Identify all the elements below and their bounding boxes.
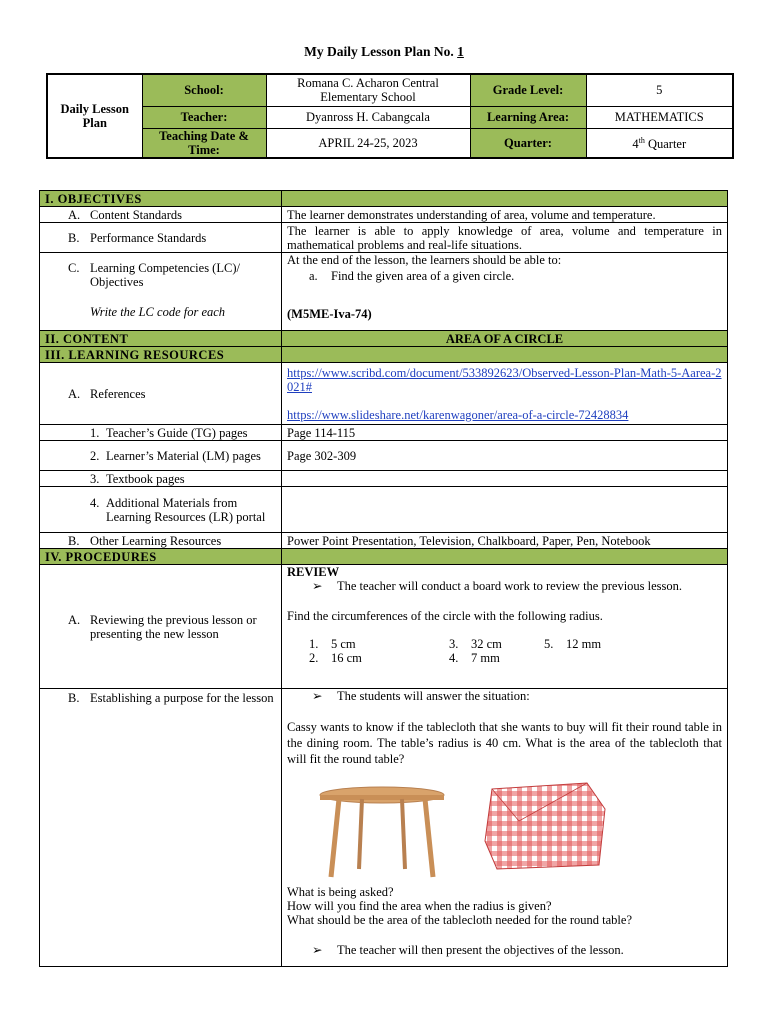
quarter-value: 4th Quarter	[586, 128, 733, 158]
content-standards-label: A. Content Standards	[40, 207, 282, 223]
lesson-plan-table	[39, 190, 728, 967]
objectives-heading-blank	[282, 191, 728, 207]
establishing-purpose-label: B. Establishing a purpose for the lesson	[40, 689, 282, 967]
question-3: What should be the area of the tablecloth needed for the round table?	[287, 913, 632, 927]
illustrations	[287, 781, 722, 881]
lm-pages-label: 2. Learner’s Material (LM) pages	[40, 441, 282, 471]
reference-link-scribd[interactable]: https://www.scribd.com/document/533892623/Observed-Lesson-Plan-Math-5-Aarea-2021#	[287, 365, 722, 394]
question-1: What is being asked?	[287, 885, 394, 899]
quarter-label: Quarter:	[470, 128, 586, 158]
date-value: APRIL 24-25, 2023	[266, 128, 470, 158]
arrow-bullet-icon: ➢	[312, 689, 323, 703]
other-resources-label: B. Other Learning Resources	[40, 533, 282, 549]
review-content: REVIEW ➢ The teacher will conduct a board work to review the previous lesson. Find the circumferences of the circle with the following radius. 1. 5 cm 3. 32 cm 5. 12 mm 2. 16 cm 4. 7 mm	[282, 565, 728, 689]
lc-code-note: Write the LC code for each	[90, 305, 226, 319]
additional-materials-label: 4. Additional Materials from Learning Resources (LR) portal	[40, 487, 282, 533]
lc-code: (M5ME-Iva-74)	[287, 307, 372, 321]
procedures-heading: IV. PROCEDURES	[40, 549, 282, 565]
references-label: A. References	[40, 363, 282, 425]
title-text: My Daily Lesson Plan No.	[304, 44, 454, 59]
arrow-bullet-icon: ➢	[312, 579, 323, 593]
purpose-content: ➢ The students will answer the situation: Cassy wants to know if the tablecloth that she wants to buy will fit their round table in the dining room. The table’s radius is 40 cm. What is the area of the tablecloth that will fit the round table? What is being asked? How will you find the area when the radius is given? What should be the area of the tablecloth needed for the round table? ➢ The teacher will then present the objectives of the lesson.	[282, 689, 728, 967]
lm-pages-value: Page 302-309	[282, 441, 728, 471]
procedures-heading-blank	[282, 549, 728, 565]
textbook-pages-label: 3. Textbook pages	[40, 471, 282, 487]
area-value: MATHEMATICS	[586, 106, 733, 128]
header-table	[46, 73, 734, 159]
competencies-value: At the end of the lesson, the learners should be able to: a. Find the given area of a given circle. (M5ME-Iva-74)	[282, 253, 728, 331]
performance-standards-value: The learner is able to apply knowledge of area, volume and temperature in mathematical problems and real-life situations.	[282, 223, 728, 253]
school-label: School:	[142, 74, 266, 106]
other-resources-value: Power Point Presentation, Television, Chalkboard, Paper, Pen, Notebook	[282, 533, 728, 549]
plan-number: 1	[457, 44, 464, 59]
date-label: Teaching Date & Time:	[142, 128, 266, 158]
teacher-value: Dyanross H. Cabangcala	[266, 106, 470, 128]
tg-pages-label: 1. Teacher’s Guide (TG) pages	[40, 425, 282, 441]
competencies-label: C. Learning Competencies (LC)/ Objectives Write the LC code for each	[40, 253, 282, 331]
reviewing-label: A. Reviewing the previous lesson or presenting the new lesson	[40, 565, 282, 689]
school-value: Romana C. Acharon Central Elementary School	[266, 74, 470, 106]
teacher-label: Teacher:	[142, 106, 266, 128]
situation-text: Cassy wants to know if the tablecloth that she wants to buy will fit their round table in the dining room. The table’s radius is 40 cm. What is the area of the tablecloth that will fit the round table?	[287, 720, 722, 766]
grade-value: 5	[586, 74, 733, 106]
question-2: How will you find the area when the radius is given?	[287, 899, 552, 913]
page-title	[0, 44, 768, 60]
review-title: REVIEW	[287, 565, 340, 579]
content-topic: AREA OF A CIRCLE	[282, 331, 728, 347]
dlp-label: Daily Lesson Plan	[47, 74, 142, 158]
performance-standards-label: B. Performance Standards	[40, 223, 282, 253]
round-table-icon	[320, 787, 444, 877]
objectives-heading: I. OBJECTIVES	[40, 191, 282, 207]
arrow-bullet-icon: ➢	[312, 943, 323, 957]
resources-heading: III. LEARNING RESOURCES	[40, 347, 282, 363]
grade-label: Grade Level:	[470, 74, 586, 106]
references-value	[282, 363, 728, 425]
textbook-pages-value	[282, 471, 728, 487]
review-items: 1. 5 cm 3. 32 cm 5. 12 mm 2. 16 cm 4. 7 mm	[309, 637, 602, 665]
content-standards-value: The learner demonstrates understanding of area, volume and temperature.	[282, 207, 728, 223]
tg-pages-value: Page 114-115	[282, 425, 728, 441]
tablecloth-icon	[485, 783, 605, 869]
additional-materials-value	[282, 487, 728, 533]
area-label: Learning Area:	[470, 106, 586, 128]
review-task: Find the circumferences of the circle with the following radius.	[287, 609, 603, 623]
table-and-tablecloth-image	[287, 781, 727, 881]
reference-link-slideshare[interactable]: https://www.slideshare.net/karenwagoner/area-of-a-circle-72428834	[287, 407, 629, 422]
content-heading: II. CONTENT	[40, 331, 282, 347]
resources-heading-blank	[282, 347, 728, 363]
